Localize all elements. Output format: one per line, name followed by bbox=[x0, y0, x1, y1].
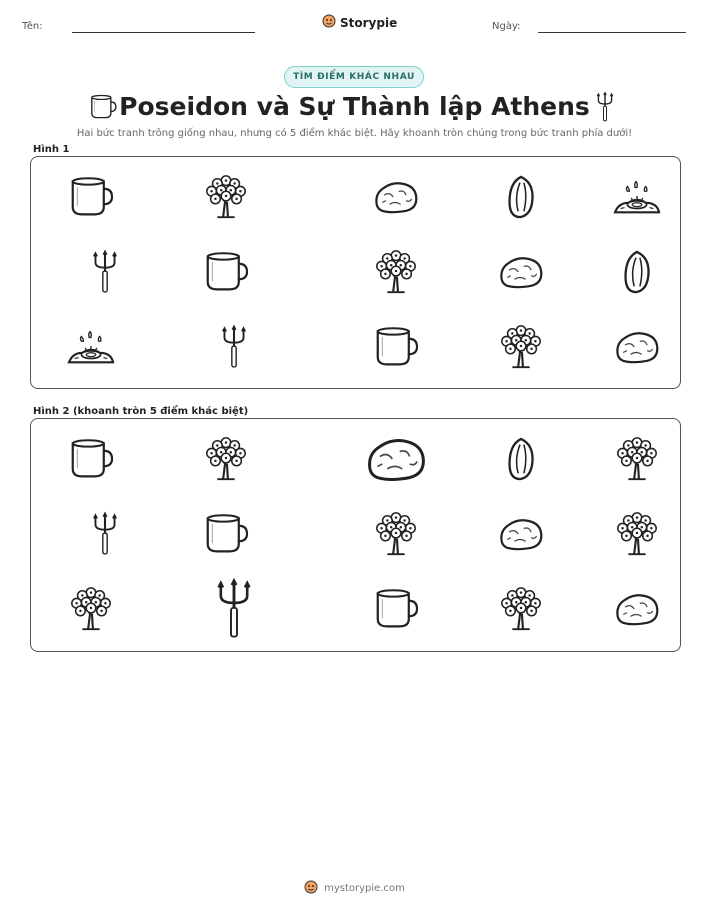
footer bbox=[0, 880, 709, 897]
picture-1-label: Hình 1 bbox=[33, 144, 70, 155]
tree-icon[interactable] bbox=[372, 510, 420, 558]
footer-url[interactable]: mystorypie.com bbox=[324, 883, 405, 894]
rock-icon[interactable] bbox=[498, 253, 544, 291]
tree-icon[interactable] bbox=[613, 435, 661, 483]
tree-icon[interactable] bbox=[497, 323, 545, 371]
rock-icon-large[interactable] bbox=[365, 434, 427, 484]
picture-1-panel bbox=[30, 156, 681, 389]
date-label: Ngày: bbox=[492, 21, 521, 32]
activity-tag: TÌM ĐIỂM KHÁC NHAU bbox=[284, 66, 424, 88]
picture-2-label: Hình 2 (khoanh tròn 5 điểm khác biệt) bbox=[33, 406, 249, 417]
instructions: Hai bức tranh trông giống nhau, nhưng có 5 điểm khác biệt. Hãy khoanh tròn chúng trong bức tranh phía dưới! bbox=[76, 128, 633, 139]
tree-icon[interactable] bbox=[202, 173, 250, 221]
cup-icon[interactable] bbox=[373, 326, 419, 368]
rock-icon[interactable] bbox=[614, 590, 660, 628]
cup-icon[interactable] bbox=[68, 176, 114, 218]
seed-icon[interactable] bbox=[506, 437, 536, 481]
cup-icon[interactable] bbox=[68, 438, 114, 480]
tree-icon[interactable] bbox=[372, 248, 420, 296]
rock-icon[interactable] bbox=[614, 328, 660, 366]
storypie-mascot-icon bbox=[322, 14, 336, 31]
rock-icon[interactable] bbox=[498, 515, 544, 553]
date-input-line[interactable] bbox=[538, 32, 686, 33]
seed-icon[interactable] bbox=[506, 175, 536, 219]
storypie-mascot-icon bbox=[304, 880, 318, 897]
title-trident-icon bbox=[596, 92, 614, 126]
name-input-line[interactable] bbox=[72, 32, 255, 33]
seed-icon[interactable] bbox=[622, 250, 652, 294]
tree-icon[interactable] bbox=[613, 510, 661, 558]
brand-logo bbox=[322, 14, 397, 31]
brand-name: Storypie bbox=[340, 15, 398, 30]
cup-icon[interactable] bbox=[203, 251, 249, 293]
spring-icon[interactable] bbox=[67, 327, 115, 367]
spring-icon[interactable] bbox=[613, 177, 661, 217]
page-title: Poseidon và Sự Thành lập Athens bbox=[119, 92, 590, 121]
trident-icon[interactable] bbox=[92, 511, 118, 557]
tree-icon[interactable] bbox=[497, 585, 545, 633]
name-label: Tên: bbox=[22, 21, 43, 32]
trident-icon-large[interactable] bbox=[216, 577, 252, 641]
trident-icon[interactable] bbox=[221, 324, 247, 370]
picture-2-panel[interactable] bbox=[30, 418, 681, 652]
rock-icon[interactable] bbox=[373, 178, 419, 216]
cup-icon[interactable] bbox=[373, 588, 419, 630]
cup-icon[interactable] bbox=[203, 513, 249, 555]
tree-icon[interactable] bbox=[67, 585, 115, 633]
tree-icon[interactable] bbox=[202, 435, 250, 483]
trident-icon[interactable] bbox=[92, 249, 118, 295]
